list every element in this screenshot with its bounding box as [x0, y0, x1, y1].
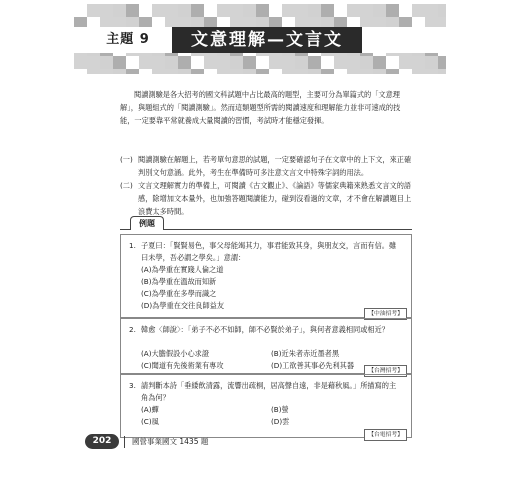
checker-square	[191, 69, 204, 74]
checker-square	[217, 4, 230, 17]
question-text: 請判斷本詩「垂緌飲清露，流響出疏桐，居高聲自遠，非是藉秋風。」所描寫的主角為何？	[141, 381, 397, 402]
source-badge: 【中油招考】	[364, 308, 407, 320]
checker-square	[204, 56, 217, 69]
checker-square	[152, 69, 165, 74]
checker-square	[139, 56, 152, 69]
point-text: 閱讀測驗在解題上，若考單句意思的試題，一定要確認句子在文章中的上下文，來正確判別文句意涵。此外，考生在準備時可多注意文言文中特殊字詞的用法。	[138, 155, 412, 177]
checker-square	[191, 4, 204, 17]
checker-square	[412, 69, 425, 74]
question-stem	[129, 240, 399, 264]
checker-square	[87, 56, 100, 69]
checker-square	[87, 4, 100, 17]
checker-square	[373, 69, 386, 74]
footer-divider	[124, 436, 125, 448]
checker-square	[217, 69, 230, 74]
checker-square	[295, 56, 308, 69]
checker-square	[360, 56, 373, 69]
point-text: 文言文理解實力的準備上，可閱讀《古文觀止》、《論語》等儒家典籍來熟悉文言文的語感，除增加文本量外，也加強答題閱讀能力，碰到沒看過的文章，才不會在解讀題目上浪費太多時間。	[138, 181, 412, 216]
checker-square	[282, 4, 295, 17]
checker-square	[425, 69, 438, 74]
question-stem	[129, 324, 399, 336]
option-c: (C)為學重在多學而識之	[141, 289, 217, 298]
option-d: (D)工欲善其事必先利其器	[271, 361, 355, 370]
checker-square	[347, 69, 360, 74]
page-title: 文意理解—文言文	[172, 27, 362, 53]
checker-square	[126, 69, 139, 74]
checker-square	[217, 56, 230, 69]
point-number: (一)	[120, 155, 133, 164]
checker-square	[269, 56, 282, 69]
question-box	[120, 318, 412, 374]
checker-square	[360, 4, 373, 17]
option-a: (A)蟬	[141, 405, 159, 414]
checker-square	[412, 56, 425, 69]
option-a: (A)大膽假設小心求證	[141, 349, 210, 358]
checker-square	[412, 4, 425, 17]
checker-square	[243, 4, 256, 17]
question-number: 2.	[129, 325, 136, 334]
checker-square	[308, 4, 321, 17]
option-c: (C)聞道有先後術業有專攻	[141, 361, 224, 370]
checker-square	[113, 4, 126, 17]
point-number: (二)	[120, 181, 133, 190]
checker-square	[178, 56, 191, 69]
option-b: (B)近朱者赤近墨者黑	[271, 349, 340, 358]
option-a: (A)為學重在實踐人倫之道	[141, 265, 224, 274]
checker-square	[321, 69, 334, 74]
question-text: 子夏曰：「賢賢易色，事父母能竭其力，事君能致其身，與朋友交，言而有信。雖曰未學，吾必謂之學矣。」意謂：	[141, 241, 397, 262]
checker-square	[113, 56, 126, 69]
checker-square	[152, 56, 165, 69]
checker-square	[113, 69, 126, 74]
checker-square	[373, 56, 386, 69]
checker-square	[178, 69, 191, 74]
checker-square	[373, 4, 386, 17]
topic-tag: 主題 9	[96, 29, 160, 51]
checker-square	[308, 56, 321, 69]
checker-square	[386, 69, 399, 74]
checker-square	[74, 56, 87, 69]
source-badge: 【台電招考】	[364, 429, 407, 441]
checker-square	[100, 4, 113, 17]
option-c: (C)風	[141, 417, 159, 426]
checker-square	[347, 4, 360, 17]
checker-square	[165, 4, 178, 17]
checker-square	[230, 56, 243, 69]
question-number: 3.	[129, 381, 136, 390]
source-badge: 【台灣招考】	[364, 365, 407, 377]
checker-square	[256, 69, 269, 74]
example-label: 例題	[130, 216, 164, 230]
option-b: (B)為學重在溫故而知新	[141, 277, 217, 286]
checker-square	[230, 69, 243, 74]
checker-square	[399, 56, 412, 69]
checker-square	[100, 56, 113, 69]
point-item	[120, 179, 412, 218]
checker-square	[165, 69, 178, 74]
intro-paragraph: 閱讀測驗是各大招考的國文科試題中占比最高的題型，主要可分為單篇式的「文意理解」，與題組式的「閱讀測驗」。然而這類題型所需的閱讀速度和理解能力並非可速成的技能，一定要靠平常就養成大量閱讀的習慣，考試時才能穩定發揮。	[120, 90, 401, 125]
option-b: (B)螢	[271, 405, 289, 414]
page-number: 202	[85, 434, 119, 449]
checker-square	[386, 4, 399, 17]
checker-square	[334, 56, 347, 69]
checker-square	[321, 4, 334, 17]
question-box	[120, 234, 412, 318]
question-box	[120, 374, 412, 438]
checker-square	[126, 4, 139, 17]
checker-square	[282, 69, 295, 74]
question-text: 韓愈〈師說〉：「弟子不必不如師，師不必賢於弟子」，與何者意義相同或相近？	[141, 325, 389, 334]
option-d: (D)雲	[271, 417, 290, 426]
checker-square	[295, 69, 308, 74]
checker-square	[100, 69, 113, 74]
checker-square	[360, 69, 373, 74]
checker-square	[295, 4, 308, 17]
checker-square	[152, 4, 165, 17]
checker-square	[425, 56, 438, 69]
checker-square	[165, 56, 178, 69]
checker-square	[282, 56, 295, 69]
checker-square	[243, 56, 256, 69]
point-item	[120, 153, 412, 179]
checker-square	[256, 4, 269, 17]
checker-square	[178, 4, 191, 17]
checker-square	[425, 4, 438, 17]
checker-square	[347, 56, 360, 69]
example-tab-rule	[120, 216, 412, 230]
checker-square	[87, 69, 100, 74]
checker-square	[438, 69, 446, 74]
checker-square	[243, 69, 256, 74]
question-stem	[129, 380, 399, 404]
question-number: 1.	[129, 241, 136, 250]
option-d: (D)為學重在交往良師益友	[141, 301, 225, 310]
checker-square	[230, 4, 243, 17]
checker-square	[438, 4, 446, 17]
book-title: 國營事業國文 1435 題	[132, 437, 209, 446]
checker-square	[438, 56, 446, 69]
checker-square	[308, 69, 321, 74]
